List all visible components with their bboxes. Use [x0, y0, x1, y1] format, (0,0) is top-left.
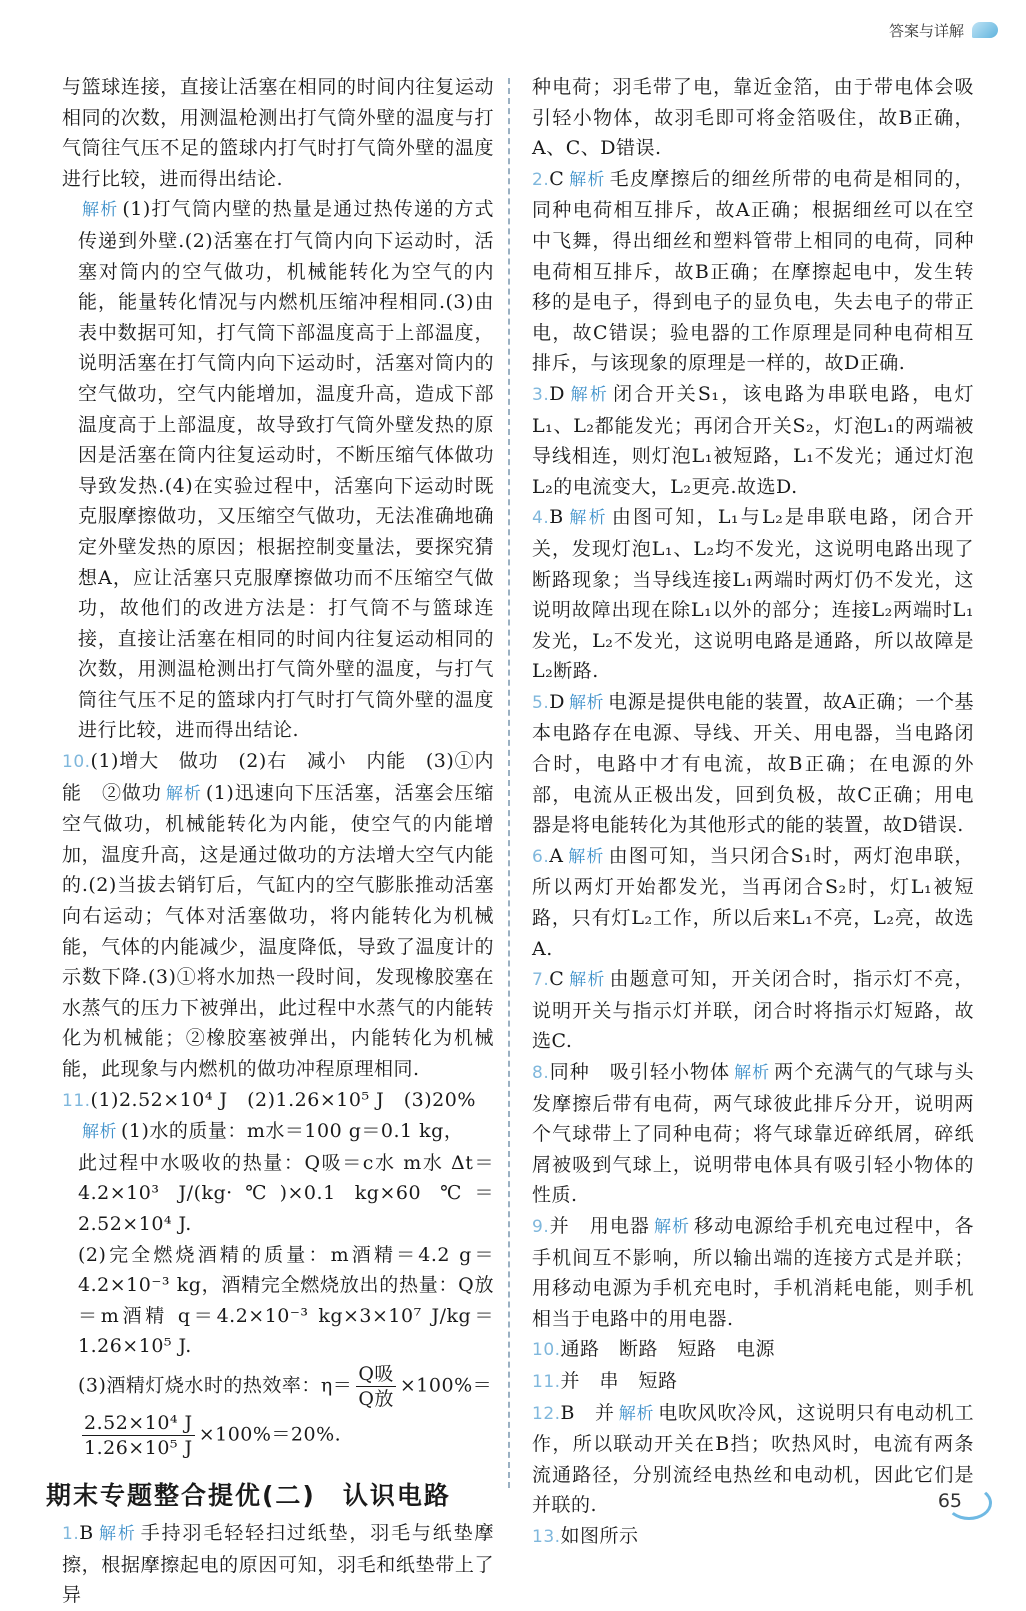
answer-item — [532, 379, 974, 502]
question-number: 10. — [62, 752, 91, 773]
analysis-text: 由题意可知，开关闭合时，指示灯不亮，说明开关与指示灯并联，闭合时将指示灯短路，故选C. — [532, 968, 974, 1053]
q9-analysis — [62, 194, 494, 746]
question-number: 13. — [532, 1526, 561, 1547]
s1-answer: B — [79, 1521, 94, 1544]
answer-choice: 同种 吸引轻小物体 — [549, 1061, 731, 1083]
analysis-label: 解析 — [82, 1122, 117, 1143]
analysis-label: 解析 — [567, 846, 605, 867]
analysis-label: 解析 — [568, 169, 606, 190]
question-number: 12. — [532, 1403, 561, 1424]
answer-item — [532, 164, 974, 379]
answer-item — [532, 687, 974, 841]
q11-analysis-line4 — [62, 1362, 494, 1411]
q11-efficiency-suffix: ×100%＝ — [399, 1374, 493, 1397]
q13-item-right — [532, 1521, 974, 1553]
question-number: 4. — [532, 508, 550, 529]
question-number: 10. — [532, 1340, 561, 1361]
s1-continuation: 种电荷；羽毛带了电，靠近金箔，由于带电体会吸引轻小物体，故羽毛即可将金箔吸住，故B正确，A、C、D错误. — [532, 76, 974, 160]
question-number: 6. — [532, 846, 550, 867]
q10-answer: (1)增大 做功 (2)右 减小 内能 (3)①内能 ②做功 — [62, 750, 494, 804]
q13-right-answer: 如图所示 — [560, 1524, 639, 1547]
analysis-text: 由图可知，L₁与L₂是串联电路，闭合开关，发现灯泡L₁、L₂均不发光，这说明电路出现了断路现象；当导线连接L₁两端时两灯仍不发光，这说明故障出现在除L₁以外的部分；连接L₂两端时L₁发光，L₂不发光，这说明电路是通路，所以故障是L₂断路. — [532, 506, 975, 683]
right-column — [532, 72, 974, 1553]
fraction — [356, 1362, 396, 1411]
q11-analysis-line3: (2)完全燃烧酒精的质量：m酒精＝4.2 g＝4.2×10⁻³ kg，酒精完全燃烧放出的热量：Q放＝m酒精 q＝4.2×10⁻³ kg×3×10⁷ J/kg＝1.26×10⁵ J. — [78, 1243, 494, 1358]
answer-item — [532, 502, 974, 687]
fraction — [82, 1411, 195, 1460]
question-number: 2. — [532, 169, 550, 190]
q10-analysis-text: (1)迅速向下压活塞，活塞会压缩空气做功，机械能转化为内能，使空气的内能增加，温度升高，这是通过做功的方法增大空气内能的.(2)当拔去销钉后，气缸内的空气膨胀推动活塞向右运动；气体对活塞做功，将内能转化为机械能，气体的内能减少，温度降低，导致了温度计的示数下降.(3)①将水加热一段时间，发现橡胶塞在水蒸气的压力下被弹出，此过程中水蒸气的内能转化为机械能；②橡胶塞被弹出，内能转化为机械能，此现象与内燃机的做功冲程原理相同. — [62, 781, 495, 1080]
answer-choice: A — [549, 844, 564, 867]
fraction-numerator: Q吸 — [358, 1362, 394, 1385]
q11-item-right — [532, 1366, 974, 1398]
analysis-text: 电源是提供电能的装置，故A正确；一个基本电路存在电源、导线、开关、用电器，当电路闭合时，电路中才有电流，故B正确；在电源的外部，电流从正极出发，回到负极，故C正确；用电器是将电能转化为其他形式的能的装置，故D错误. — [532, 690, 974, 837]
fraction-denominator: Q放 — [358, 1387, 394, 1410]
question-number: 5. — [532, 692, 550, 713]
question-number: 1. — [62, 1523, 80, 1544]
analysis-label: 解析 — [165, 783, 202, 804]
s1-item — [62, 1518, 494, 1611]
analysis-label: 解析 — [97, 1523, 137, 1544]
analysis-text: 闭合开关S₁，该电路为串联电路，电灯L₁、L₂都能发光；再闭合开关S₂，灯泡L₁的两端被导线相连，则灯泡L₁被短路，L₁不发光；通过灯泡L₂的电流变大，L₂更亮.故选D. — [532, 382, 975, 498]
answer-choice: D — [549, 382, 565, 405]
q11-right-answer: 并 串 短路 — [560, 1369, 678, 1392]
answer-choice: C — [549, 968, 565, 991]
analysis-text: 由图可知，当只闭合S₁时，两灯泡串联，所以两灯开始都发光，当再闭合S₂时，灯L₁被短路，只有灯L₂工作，所以后来L₁不亮，L₂亮，故选A. — [532, 844, 975, 960]
q10-right-answer: 通路 断路 短路 电源 — [560, 1338, 776, 1361]
answer-list — [532, 164, 974, 1335]
q11-efficiency-prefix: (3)酒精灯烧水时的热效率：η＝ — [78, 1374, 353, 1397]
section-title: 期末专题整合提优(二) 认识电路 — [46, 1480, 451, 1510]
q12-item-right — [532, 1398, 974, 1521]
header-title: 答案与详解 — [888, 22, 964, 40]
q12-right-answer: B 并 — [560, 1401, 615, 1424]
q11-analysis-line2: 此过程中水吸收的热量：Q吸＝c水 m水 Δt＝4.2×10³ J/(kg·℃)×0.1 kg×60 ℃＝2.52×10⁴ J. — [78, 1151, 494, 1235]
analysis-label: 解析 — [568, 384, 610, 405]
q10-item — [62, 746, 494, 1085]
answer-choice: B — [549, 506, 564, 529]
q11-analysis-line5 — [62, 1411, 494, 1460]
page-number: 65 — [937, 1490, 962, 1512]
analysis-label: 解析 — [653, 1216, 691, 1237]
fraction-numerator: 2.52×10⁴ J — [84, 1411, 193, 1434]
answer-choice: 并 用电器 — [549, 1214, 650, 1237]
question-number: 8. — [532, 1063, 550, 1083]
analysis-label: 解析 — [567, 508, 608, 529]
analysis-label: 解析 — [568, 692, 605, 713]
answer-choice: D — [549, 690, 565, 713]
s1-analysis-text: 手持羽毛轻轻扫过纸垫，羽毛与纸垫摩擦，根据摩擦起电的原因可知，羽毛和纸垫带上了异 — [62, 1521, 494, 1607]
fraction-denominator: 1.26×10⁵ J — [84, 1436, 193, 1459]
question-number: 7. — [532, 970, 550, 991]
answer-item — [532, 1211, 974, 1334]
q11-analysis — [62, 1116, 494, 1148]
analysis-text: 移动电源给手机充电过程中，各手机间互不影响，所以输出端的连接方式是并联；用移动电源为手机充电时，手机消耗电能，则手机相当于电路中的用电器. — [532, 1214, 974, 1330]
analysis-label: 解析 — [734, 1063, 771, 1083]
q11-result: ×100%＝20%. — [198, 1423, 342, 1446]
left-paragraph-continuation: 与篮球连接，直接让活塞在相同的时间内往复运动相同的次数，用测温枪测出打气筒外壁的温度与打气筒往气压不足的篮球内打气时打气筒外壁的温度进行比较，进而得出结论. — [62, 76, 494, 190]
q11-item — [62, 1085, 494, 1117]
question-number: 3. — [532, 384, 550, 405]
analysis-label: 解析 — [82, 200, 119, 221]
answer-choice: C — [549, 167, 565, 190]
answer-item — [532, 841, 974, 964]
left-column — [46, 72, 495, 1611]
page-corner-decoration-icon — [946, 1486, 992, 1520]
answer-item — [532, 1057, 974, 1211]
answer-item — [532, 964, 974, 1057]
question-number: 11. — [62, 1090, 91, 1111]
analysis-text: 毛皮摩擦后的细丝所带的电荷是相同的，同种电荷相互排斥，故A正确；根据细丝可以在空中飞舞，得出细丝和塑料管带上相同的电荷，同种电荷相互排斥，故B正确；在摩擦起电中，发生转移的是电子，得到电子的显负电，失去电子的带正电，故C错误；验电器的工作原理是同种电荷相互排斥，与该现象的原理是一样的，故D正确. — [532, 167, 974, 375]
q11-analysis-line1: (1)水的质量：m水＝100 g＝0.1 kg， — [121, 1120, 464, 1143]
analysis-text: 两个充满气的气球与头发摩擦后带有电荷，两气球彼此排斥分开，说明两个气球带上了同种电荷；将气球靠近碎纸屑，碎纸屑被吸到气球上，说明带电体具有吸引轻小物体的性质. — [532, 1061, 974, 1207]
q9-analysis-text: (1)打气筒内壁的热量是通过热传递的方式传递到外壁.(2)活塞在打气筒内向下运动时，活塞对筒内的空气做功，机械能转化为空气的内能，能量转化情况与内燃机压缩冲程相同.(3)由表中数据可知，打气筒下部温度高于上部温度，说明活塞在打气筒内向下运动时，活塞对筒内的空气做功，空气内能增加，温度升高，造成下部温度高于上部温度，故导致打气筒外壁发热的原因是活塞在筒内往复运动时，不断压缩气体做功导致发热.(4)在实验过程中，活塞向下运动时既克服摩擦做功，又压缩空气做功，无法准确地确定外壁发热的原因；根据控制变量法，要探究猜想A，应让活塞只克服摩擦做功而不压缩空气做功，故他们的改进方法是：打气筒不与篮球连接，直接让活塞在相同的时间内往复运动相同的次数，用测温枪测出打气筒外壁的温度，与打气筒往气压不足的篮球内打气时打气筒外壁的温度进行比较，进而得出结论. — [78, 198, 495, 742]
q11-answer: (1)2.52×10⁴ J (2)1.26×10⁵ J (3)20% — [90, 1088, 476, 1111]
q10-item-right — [532, 1334, 974, 1366]
analysis-label: 解析 — [618, 1403, 655, 1424]
column-divider — [508, 78, 510, 1488]
analysis-label: 解析 — [568, 970, 606, 991]
question-number: 9. — [532, 1216, 550, 1237]
header-logo-icon — [972, 22, 998, 38]
q12-right-text: 电吹风吹冷风，这说明只有电动机工作，所以联动开关在B挡；吹热风时，电流有两条流通路径，分别流经电热丝和电动机，因此它们是并联的. — [532, 1401, 974, 1517]
question-number: 11. — [532, 1371, 561, 1392]
